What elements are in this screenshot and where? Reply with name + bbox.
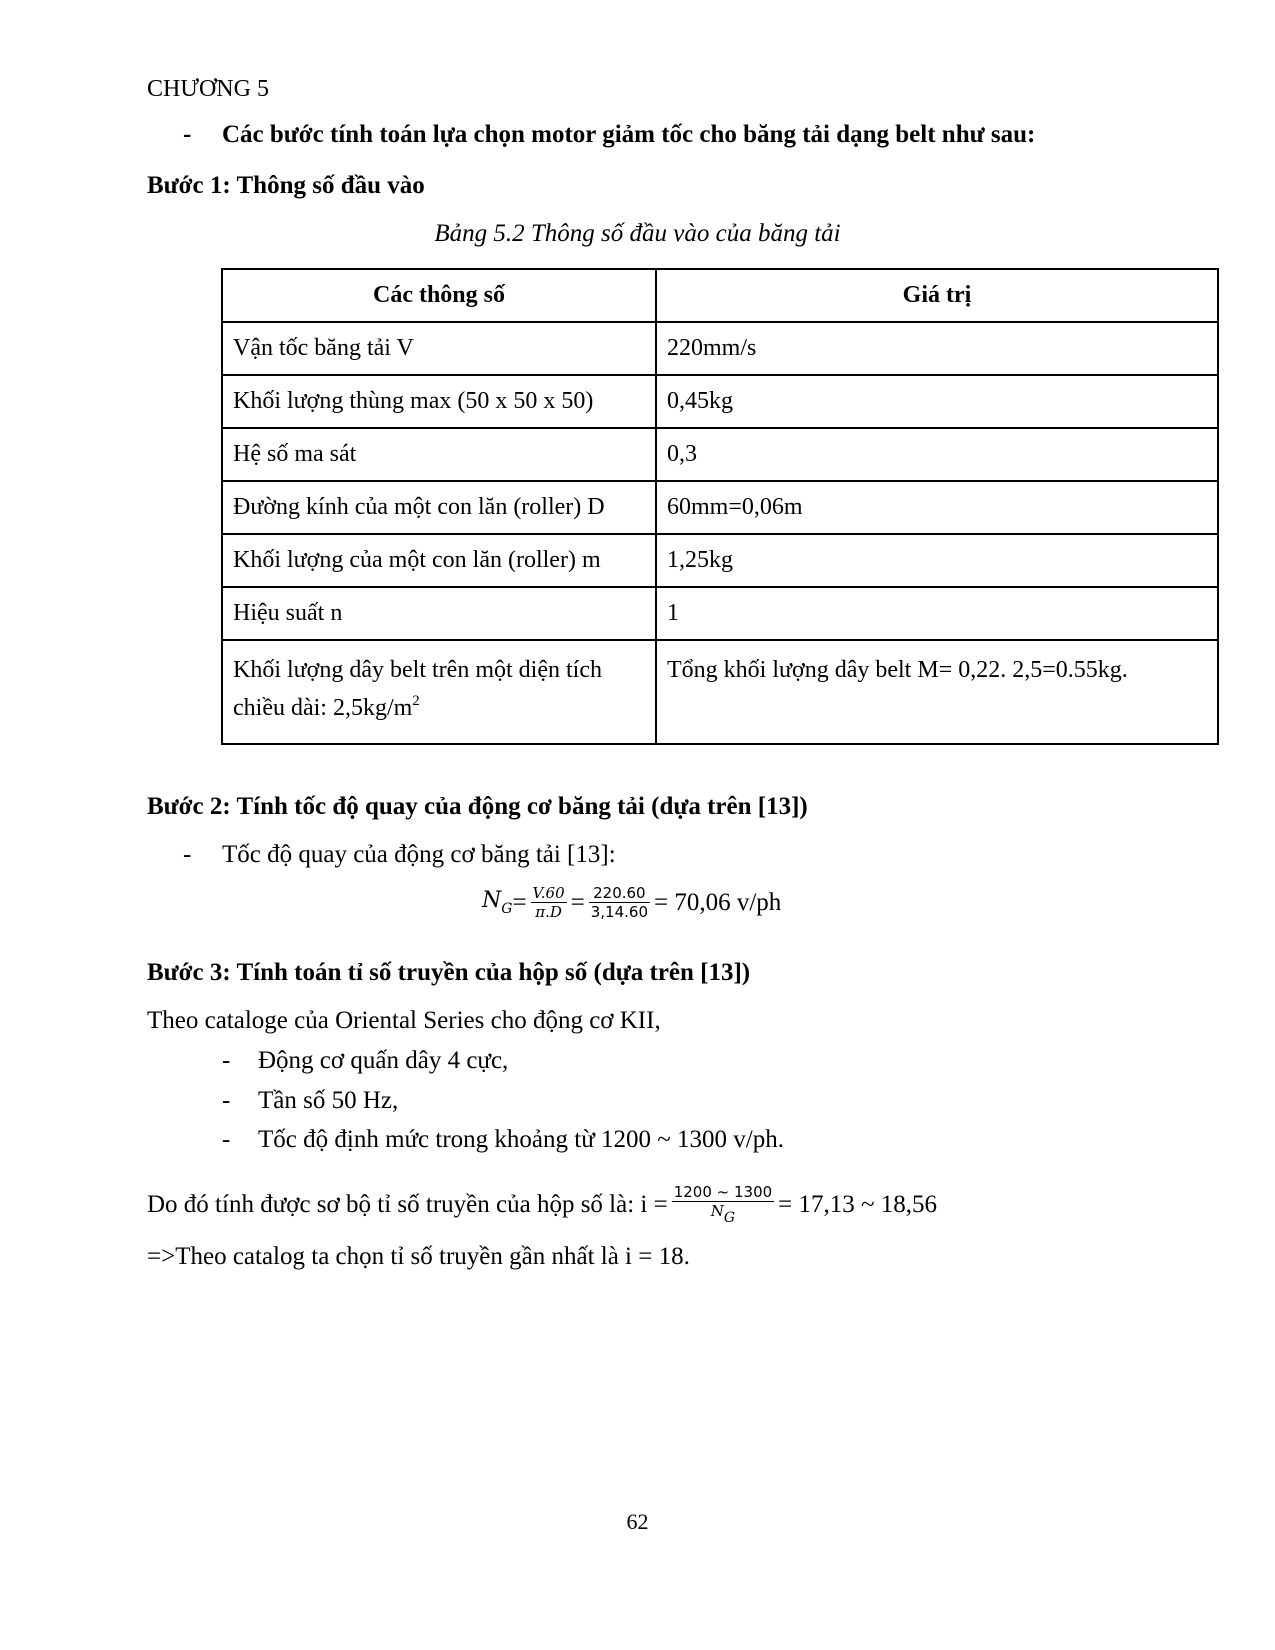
header-value: Giá trị <box>656 269 1218 322</box>
param-cell: Đường kính của một con lăn (roller) D <box>222 481 656 534</box>
list-item: Tốc độ định mức trong khoảng từ 1200 ~ 1300 v/ph. <box>258 1126 784 1153</box>
parameters-table <box>221 268 1219 745</box>
table-caption: Bảng 5.2 Thông số đầu vào của băng tải <box>434 220 841 247</box>
speed-formula <box>482 884 781 921</box>
calc-result: = 17,13 ~ 18,56 <box>778 1191 938 1218</box>
value-cell: 0,3 <box>656 428 1218 481</box>
header-parameters: Các thông số <box>222 269 656 322</box>
value-cell: 220mm/s <box>656 322 1218 375</box>
table-row <box>222 587 1218 640</box>
intro-text: Các bước tính toán lựa chọn motor giảm tốc cho băng tải dạng belt như sau: <box>222 121 1036 148</box>
step2-bullet-dash: - <box>183 841 192 868</box>
list-item: Động cơ quấn dây 4 cực, <box>258 1047 509 1074</box>
param-line-1: Khối lượng dây belt trên một diện tích <box>233 657 602 683</box>
superscript-2: 2 <box>412 693 420 710</box>
formula-equals: = <box>512 888 527 916</box>
step2-heading: Bước 2: Tính tốc độ quay của động cơ băng tải (dựa trên [13]) <box>147 793 808 820</box>
table-row <box>222 481 1218 534</box>
param-line-2: chiều dài: 2,5kg/m <box>233 695 413 722</box>
formula-equals: = <box>570 888 585 916</box>
table-row <box>222 640 1218 744</box>
fraction-symbolic: $\frac{V.60}{\pi.D}$ <box>532 884 565 921</box>
step2-bullet: Tốc độ quay của động cơ băng tải [13]: <box>222 841 616 868</box>
table-row <box>222 322 1218 375</box>
value-cell: 60mm=0,06m <box>656 481 1218 534</box>
step3-heading: Bước 3: Tính toán tỉ số truyền của hộp số (dựa trên [13]) <box>147 959 751 986</box>
catalog-intro: Theo cataloge của Oriental Series cho động cơ KII, <box>147 1007 661 1034</box>
param-cell: Khối lượng của một con lăn (roller) m <box>222 534 656 587</box>
value-cell: 1 <box>656 587 1218 640</box>
value-cell: 1,25kg <box>656 534 1218 587</box>
bullet-dash: - <box>222 1087 231 1114</box>
fraction-numeric: $\frac{220.60}{3,14.60}$ <box>590 884 648 921</box>
param-cell: Hiệu suất n <box>222 587 656 640</box>
ratio-fraction: $\frac{1200 \sim 1300}{NG}$ <box>673 1183 773 1226</box>
param-cell: Hệ số ma sát <box>222 428 656 481</box>
table-row <box>222 428 1218 481</box>
value-cell: 0,45kg <box>656 375 1218 428</box>
ratio-calculation <box>147 1183 937 1227</box>
page-number: 62 <box>626 1509 649 1534</box>
formula-lhs: $N_G$ <box>482 887 513 917</box>
param-cell: Vận tốc băng tải V <box>222 322 656 375</box>
conclusion-text: =>Theo catalog ta chọn tỉ số truyền gần nhất là i = 18. <box>147 1243 690 1270</box>
table-row <box>222 534 1218 587</box>
value-cell: Tổng khối lượng dây belt M= 0,22. 2,5=0.55kg. <box>656 640 1218 744</box>
table-row <box>222 375 1218 428</box>
param-cell <box>222 640 656 744</box>
table-header-row <box>222 269 1218 322</box>
intro-bullet-dash: - <box>183 121 192 148</box>
param-cell: Khối lượng thùng max (50 x 50 x 50) <box>222 375 656 428</box>
step1-heading: Bước 1: Thông số đầu vào <box>147 172 425 199</box>
bullet-dash: - <box>222 1047 231 1074</box>
bullet-dash: - <box>222 1126 231 1153</box>
calc-prefix: Do đó tính được sơ bộ tỉ số truyền của hộp số là: i = <box>147 1191 668 1218</box>
chapter-heading: CHƯƠNG 5 <box>147 76 269 102</box>
list-item: Tần số 50 Hz, <box>258 1087 399 1114</box>
formula-result: = 70,06 v/ph <box>654 888 782 916</box>
